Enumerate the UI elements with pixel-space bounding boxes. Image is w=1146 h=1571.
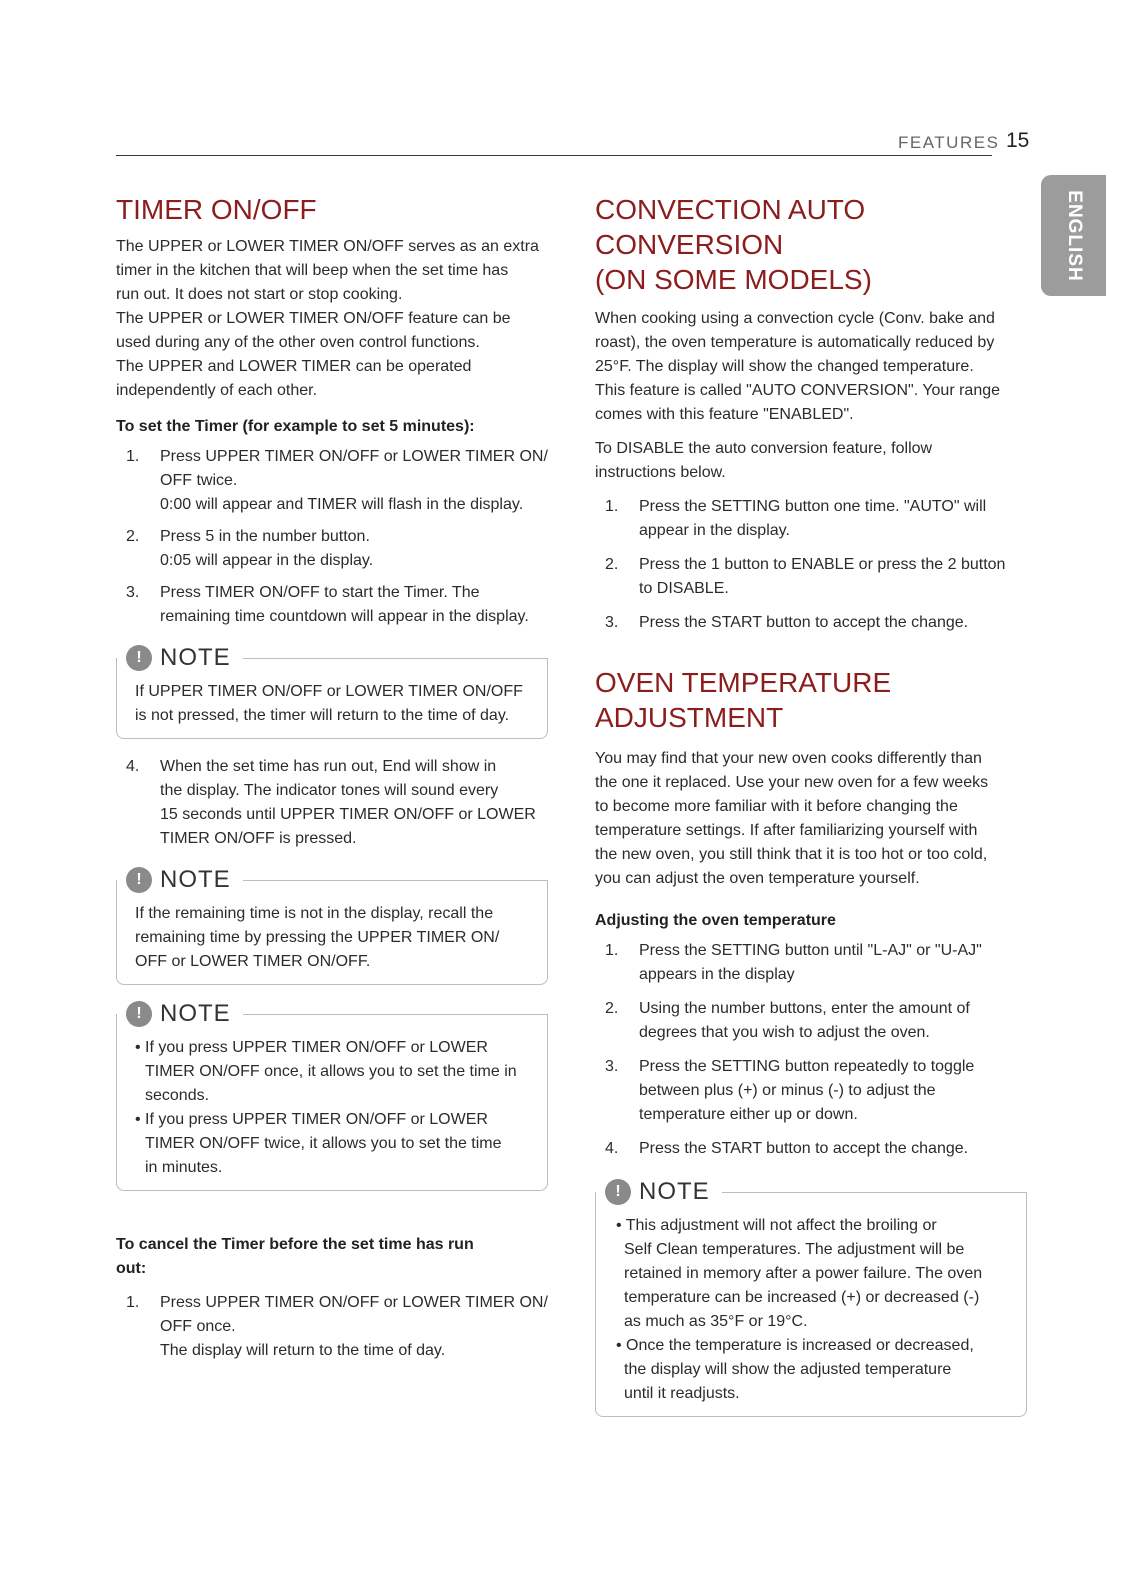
note-line: • Once the temperature is increased or decreased, <box>616 1337 974 1354</box>
cancel-timer-heading <box>116 1233 548 1281</box>
step-line: to DISABLE. <box>639 580 729 597</box>
step-number: 1. <box>605 942 619 959</box>
page-number: 15 <box>1006 129 1030 152</box>
note-line: • If you press UPPER TIMER ON/OFF or LOWER <box>135 1039 488 1056</box>
header-rule <box>116 155 992 156</box>
step-item <box>126 581 548 629</box>
convection-title <box>595 192 1027 297</box>
intro-line: temperature settings. If after familiarizing yourself with <box>595 822 978 839</box>
step-line: appears in the display <box>639 966 795 983</box>
convection-intro <box>595 307 1027 427</box>
step-number: 2. <box>605 556 619 573</box>
note-box <box>116 995 548 1191</box>
step-line: Press the START button to accept the change. <box>639 614 969 631</box>
timer-title: TIMER ON/OFF <box>116 194 317 225</box>
note-label: NOTE <box>160 866 231 893</box>
note-line: seconds. <box>145 1087 210 1104</box>
intro-line: to become more familiar with it before changing the <box>595 798 958 815</box>
note-line: temperature can be increased (+) or decreased (-) <box>624 1289 980 1306</box>
intro-line: This feature is called "AUTO CONVERSION". Your range <box>595 382 1001 399</box>
step-number: 4. <box>126 758 140 775</box>
note-line: the display will show the adjusted temperature <box>624 1361 952 1378</box>
note-box <box>116 639 548 739</box>
step-number: 1. <box>126 1294 140 1311</box>
convection-steps <box>595 495 1027 635</box>
step-item <box>605 553 1027 601</box>
step-line: remaining time countdown will appear in the display. <box>160 608 529 625</box>
step-line: 0:05 will appear in the display. <box>160 552 374 569</box>
intro-line: To DISABLE the auto conversion feature, follow <box>595 440 933 457</box>
intro-line: The UPPER and LOWER TIMER can be operated <box>116 358 472 375</box>
intro-line: roast), the oven temperature is automatically reduced by <box>595 334 995 351</box>
step-number: 1. <box>126 448 140 465</box>
step-item <box>126 445 548 517</box>
intro-line: When cooking using a convection cycle (Conv. bake and <box>595 310 995 327</box>
intro-line: the new oven, you still think that it is too hot or too cold, <box>595 846 988 863</box>
note-label: NOTE <box>160 644 231 671</box>
intro-line: you can adjust the oven temperature yourself. <box>595 870 920 887</box>
heading-line: To cancel the Timer before the set time has run <box>116 1236 474 1253</box>
step-item <box>126 525 548 573</box>
info-icon: ! <box>126 1001 152 1027</box>
step-line: Press the SETTING button repeatedly to toggle <box>639 1058 975 1075</box>
cancel-steps <box>116 1291 548 1363</box>
note-line: • If you press UPPER TIMER ON/OFF or LOWER <box>135 1111 488 1128</box>
disable-intro <box>595 437 1027 485</box>
step-number: 3. <box>126 584 140 601</box>
step-line: Press 5 in the number button. <box>160 528 370 545</box>
step-item <box>605 1137 1027 1161</box>
title-line: CONVECTION AUTO CONVERSION <box>595 194 866 260</box>
step-line: OFF twice. <box>160 472 238 489</box>
step-line: 0:00 will appear and TIMER will flash in the display. <box>160 496 524 513</box>
right-column <box>595 192 1027 1417</box>
info-icon: ! <box>605 1179 631 1205</box>
step-item <box>605 495 1027 543</box>
note-line: until it readjusts. <box>624 1385 740 1402</box>
step-line: degrees that you wish to adjust the oven. <box>639 1024 930 1041</box>
note-line: If the remaining time is not in the display, recall the <box>135 905 494 922</box>
note-line: TIMER ON/OFF once, it allows you to set the time in <box>145 1063 517 1080</box>
step-item <box>605 939 1027 987</box>
step-four <box>116 755 548 851</box>
oven-temp-title <box>595 665 1027 735</box>
note-line: OFF or LOWER TIMER ON/OFF. <box>135 953 371 970</box>
step-number: 3. <box>605 614 619 631</box>
left-column <box>116 192 548 1363</box>
step-item <box>126 1291 548 1363</box>
note-label: NOTE <box>639 1178 710 1205</box>
note-line: remaining time by pressing the UPPER TIMER ON/ <box>135 929 500 946</box>
note-line: TIMER ON/OFF twice, it allows you to set the time <box>145 1135 502 1152</box>
step-line: OFF once. <box>160 1318 236 1335</box>
step-line: The display will return to the time of day. <box>160 1342 446 1359</box>
intro-line: run out. It does not start or stop cooking. <box>116 286 403 303</box>
step-line: Press the SETTING button until "L-AJ" or "U-AJ" <box>639 942 982 959</box>
step-line: temperature either up or down. <box>639 1106 858 1123</box>
note-box <box>595 1173 1027 1417</box>
note-box <box>116 861 548 985</box>
step-item <box>605 611 1027 635</box>
adjust-steps <box>595 939 1027 1161</box>
step-line: the display. The indicator tones will sound every <box>160 782 499 799</box>
step-item <box>605 1055 1027 1127</box>
intro-line: instructions below. <box>595 464 726 481</box>
step-line: 15 seconds until UPPER TIMER ON/OFF or LOWER <box>160 806 536 823</box>
info-icon: ! <box>126 645 152 671</box>
note-line: • This adjustment will not affect the broiling or <box>616 1217 937 1234</box>
step-number: 2. <box>605 1000 619 1017</box>
intro-line: the one it replaced. Use your new oven for a few weeks <box>595 774 989 791</box>
intro-line: independently of each other. <box>116 382 318 399</box>
note-line: retained in memory after a power failure. The oven <box>624 1265 983 1282</box>
step-line: Press TIMER ON/OFF to start the Timer. The <box>160 584 480 601</box>
step-line: Press UPPER TIMER ON/OFF or LOWER TIMER ON/ <box>160 448 548 465</box>
intro-line: The UPPER or LOWER TIMER ON/OFF feature can be <box>116 310 511 327</box>
timer-intro <box>116 235 548 403</box>
note-line: If UPPER TIMER ON/OFF or LOWER TIMER ON/OFF <box>135 683 523 700</box>
step-line: Press the 1 button to ENABLE or press the 2 button <box>639 556 1006 573</box>
language-tab <box>1041 175 1106 296</box>
intro-line: timer in the kitchen that will beep when the set time has <box>116 262 509 279</box>
step-number: 4. <box>605 1140 619 1157</box>
info-icon: ! <box>126 867 152 893</box>
set-timer-heading: To set the Timer (for example to set 5 minutes): <box>116 418 475 435</box>
title-line: ADJUSTMENT <box>595 702 784 733</box>
note-line: is not pressed, the timer will return to the time of day. <box>135 707 510 724</box>
step-number: 1. <box>605 498 619 515</box>
section-label: FEATURES <box>898 133 1000 152</box>
oven-intro <box>595 747 1027 891</box>
step-line: Using the number buttons, enter the amount of <box>639 1000 970 1017</box>
language-tab-label: ENGLISH <box>1063 189 1085 282</box>
set-timer-steps <box>116 445 548 629</box>
title-line: OVEN TEMPERATURE <box>595 667 892 698</box>
step-line: Press the SETTING button one time. "AUTO" will <box>639 498 987 515</box>
step-number: 3. <box>605 1058 619 1075</box>
intro-line: used during any of the other oven control functions. <box>116 334 480 351</box>
intro-line: The UPPER or LOWER TIMER ON/OFF serves as an extra <box>116 238 539 255</box>
step-line: between plus (+) or minus (-) to adjust the <box>639 1082 936 1099</box>
step-line: appear in the display. <box>639 522 790 539</box>
heading-line: out: <box>116 1260 147 1277</box>
step-line: Press UPPER TIMER ON/OFF or LOWER TIMER ON/ <box>160 1294 548 1311</box>
step-line: When the set time has run out, End will show in <box>160 758 497 775</box>
intro-line: 25°F. The display will show the changed temperature. <box>595 358 974 375</box>
note-line: as much as 35°F or 19°C. <box>624 1313 808 1330</box>
step-number: 2. <box>126 528 140 545</box>
note-line: Self Clean temperatures. The adjustment will be <box>624 1241 965 1258</box>
intro-line: You may find that your new oven cooks differently than <box>595 750 982 767</box>
step-line: Press the START button to accept the change. <box>639 1140 969 1157</box>
step-item <box>126 755 548 851</box>
note-line: in minutes. <box>145 1159 223 1176</box>
step-item <box>605 997 1027 1045</box>
title-line: (ON SOME MODELS) <box>595 264 872 295</box>
intro-line: comes with this feature "ENABLED". <box>595 406 854 423</box>
step-line: TIMER ON/OFF is pressed. <box>160 830 357 847</box>
note-label: NOTE <box>160 1000 231 1027</box>
adjust-heading: Adjusting the oven temperature <box>595 912 836 929</box>
